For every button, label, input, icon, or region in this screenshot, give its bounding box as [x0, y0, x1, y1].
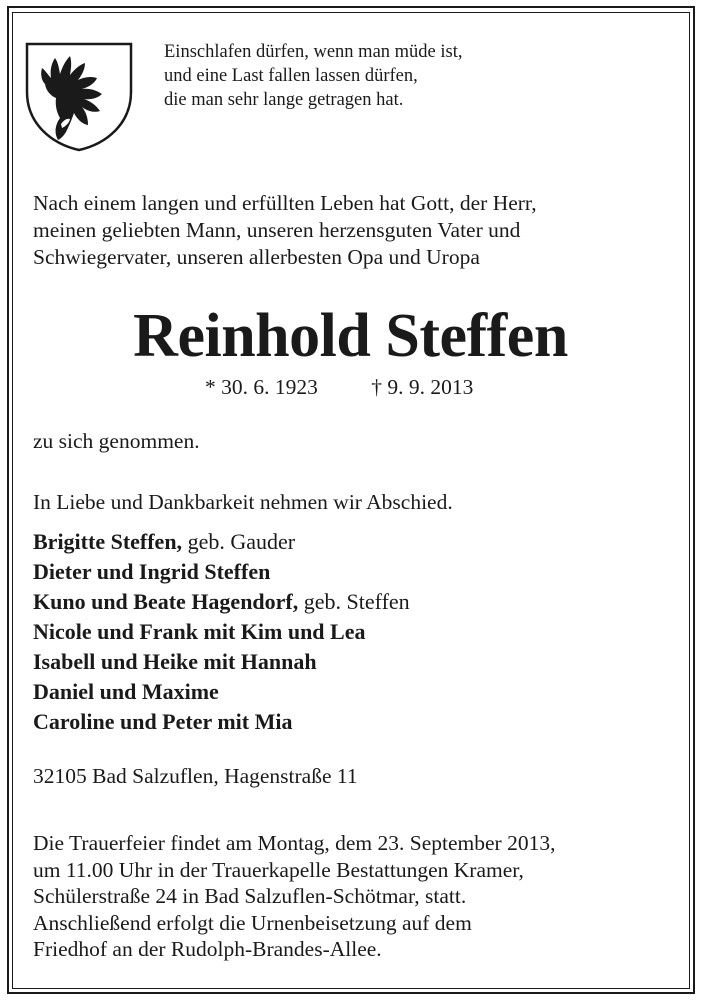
mourner-name: Nicole und Frank mit Kim und Lea: [33, 619, 366, 644]
life-dates: [205, 373, 473, 401]
service-line: Die Trauerfeier findet am Montag, dem 23. September 2013,: [33, 831, 556, 855]
mourner-note: geb. Steffen: [298, 589, 410, 614]
mourner-entry: [33, 677, 410, 707]
mourner-name: Brigitte Steffen,: [33, 529, 183, 554]
motto-line: Einschlafen dürfen, wenn man müde ist,: [164, 42, 463, 62]
service-line: um 11.00 Uhr in der Trauerkapelle Bestattungen Kramer,: [33, 857, 524, 882]
service-info: [33, 830, 555, 963]
service-line: Schülerstraße 24 in Bad Salzuflen-Schötmar, statt.: [33, 884, 467, 908]
taken-text: zu sich genommen.: [33, 429, 200, 453]
service-line: Anschließend erfolgt die Urnenbeisetzung auf dem: [33, 910, 472, 935]
mourner-name: Daniel und Maxime: [33, 679, 219, 704]
mourner-entry: [33, 707, 410, 737]
motto-line: die man sehr lange getragen hat.: [164, 90, 404, 110]
mourners-list: [33, 527, 410, 737]
mourner-entry: [33, 557, 410, 587]
motto-line: und eine Last fallen lassen dürfen,: [164, 66, 418, 86]
intro-line: meinen geliebten Mann, unseren herzensguten Vater und: [33, 218, 521, 242]
mourner-entry: [33, 647, 410, 677]
mourner-entry: [33, 617, 410, 647]
service-line: Friedhof an der Rudolph-Brandes-Allee.: [33, 937, 382, 961]
birth-date: * 30. 6. 1923: [205, 375, 318, 399]
intro-line: Nach einem langen und erfüllten Leben hat Gott, der Herr,: [33, 191, 537, 215]
mourner-name: Dieter und Ingrid Steffen: [33, 559, 271, 584]
deceased-name: Reinhold Steffen: [133, 302, 568, 370]
intro-text: [33, 190, 537, 271]
mourner-name: Caroline und Peter mit Mia: [33, 709, 293, 734]
mourner-name: Isabell und Heike mit Hannah: [33, 649, 317, 674]
mourner-note: geb. Gauder: [182, 529, 296, 554]
family-address: 32105 Bad Salzuflen, Hagenstraße 11: [33, 764, 358, 788]
motto-verse: [164, 40, 462, 112]
mourner-entry: [33, 587, 410, 617]
mourner-name: Kuno und Beate Hagendorf,: [33, 589, 299, 614]
farewell-text: In Liebe und Dankbarkeit nehmen wir Abschied.: [33, 490, 453, 514]
death-date: † 9. 9. 2013: [371, 375, 474, 399]
antler-shield-icon: [24, 40, 134, 152]
intro-line: Schwiegervater, unseren allerbesten Opa und Uropa: [33, 245, 480, 269]
mourner-entry: [33, 527, 410, 557]
